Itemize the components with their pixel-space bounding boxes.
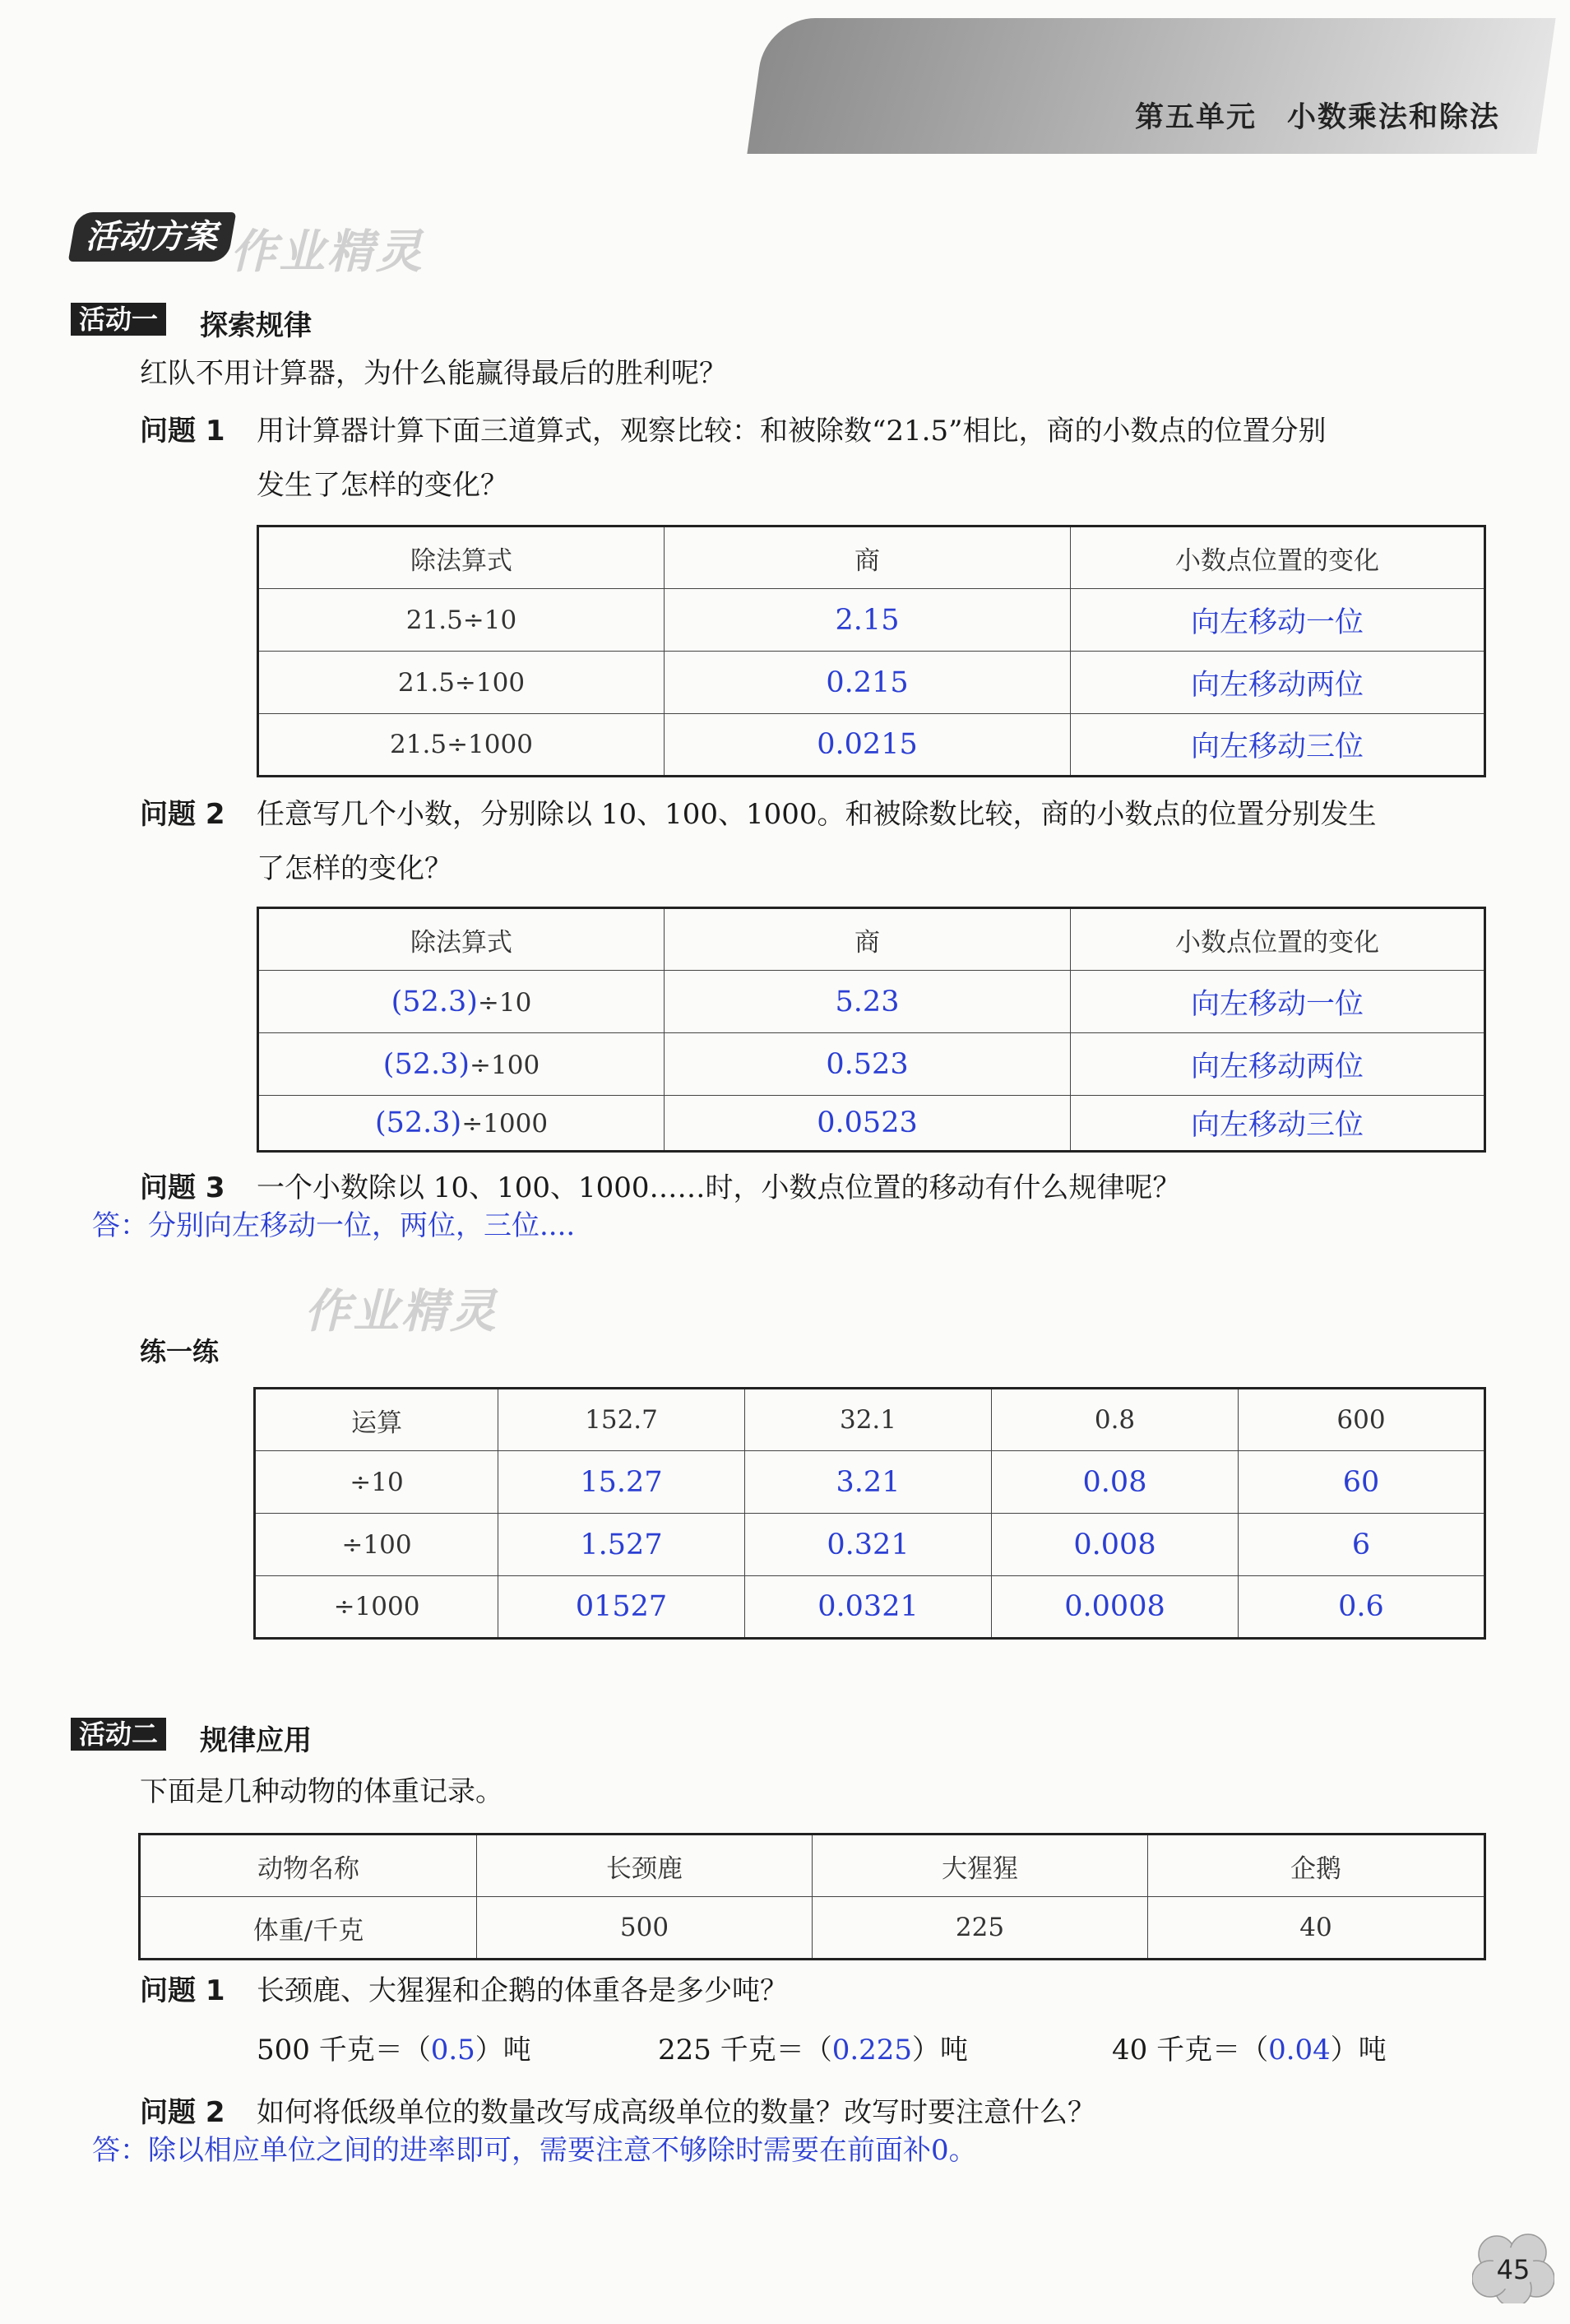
answer-cell: 向左移动三位 <box>1071 714 1485 777</box>
answer-cell: 01527 <box>498 1576 745 1639</box>
operation-cell: ÷10 <box>255 1451 498 1514</box>
expression-cell: 21.5÷10 <box>258 589 665 652</box>
answer-cell: 0.321 <box>745 1514 992 1576</box>
a2-q2-text: 如何将低级单位的数量改写成高级单位的数量？改写时要注意什么？ <box>257 2096 1095 2129</box>
weight-cell: 40 <box>1148 1897 1485 1960</box>
table-q1 <box>257 525 1486 777</box>
conversion-gorilla: 225 千克＝（0.225）吨 <box>658 2034 969 2067</box>
weight-cell: 500 <box>477 1897 813 1960</box>
divisor-text: ÷10 <box>477 987 532 1018</box>
a2-q1-label: 问题 1 <box>140 1974 225 2007</box>
table-header: 运算 <box>255 1389 498 1451</box>
table-header: 除法算式 <box>258 526 665 589</box>
a2-q2-label: 问题 2 <box>140 2096 225 2129</box>
activity2-intro: 下面是几种动物的体重记录。 <box>140 1775 503 1808</box>
page-number-badge <box>1472 2229 1554 2303</box>
page-number: 45 <box>1496 2254 1531 2285</box>
answer-cell: 向左移动两位 <box>1071 652 1485 714</box>
q3-text: 一个小数除以 10、100、1000……时，小数点位置的移动有什么规律呢？ <box>257 1171 1181 1204</box>
expression-cell <box>258 1096 665 1152</box>
table-header: 商 <box>665 908 1071 971</box>
activity1-intro: 红队不用计算器，为什么能赢得最后的胜利呢？ <box>140 357 727 390</box>
answer-cell: 0.6 <box>1239 1576 1485 1639</box>
q1-line2: 发生了怎样的变化？ <box>257 469 508 502</box>
answer-cell: 0.0523 <box>665 1096 1071 1152</box>
weight-cell: 225 <box>813 1897 1148 1960</box>
operation-cell: ÷100 <box>255 1514 498 1576</box>
table-header: 企鹅 <box>1148 1835 1485 1897</box>
written-dividend: (52.3) <box>391 985 478 1018</box>
conversion-penguin: 40 千克＝（0.04）吨 <box>1112 2034 1387 2067</box>
watermark: 作业精灵 <box>304 1285 498 1338</box>
answer-cell: 5.23 <box>665 971 1071 1033</box>
table-header: 小数点位置的变化 <box>1071 526 1485 589</box>
activity2-title: 规律应用 <box>200 1724 312 1757</box>
answer-cell: 0.215 <box>665 652 1071 714</box>
answer-cell: 1.527 <box>498 1514 745 1576</box>
table-header: 大猩猩 <box>813 1835 1148 1897</box>
answer-cell: 6 <box>1239 1514 1485 1576</box>
a2-q1-text: 长颈鹿、大猩猩和企鹅的体重各是多少吨？ <box>257 1974 788 2007</box>
row-label: 体重/千克 <box>140 1897 477 1960</box>
q3-label: 问题 3 <box>140 1171 225 1204</box>
table-header: 商 <box>665 526 1071 589</box>
q2-line1: 任意写几个小数，分别除以 10、100、1000。和被除数比较，商的小数点的位置分别发生 <box>257 798 1377 831</box>
answer-cell: 60 <box>1239 1451 1485 1514</box>
answer-value: 0.5 <box>430 2034 475 2067</box>
table-header: 600 <box>1239 1389 1485 1451</box>
answer-value: 0.04 <box>1268 2034 1331 2067</box>
table-practice <box>253 1387 1486 1640</box>
answer-cell: 0.0215 <box>665 714 1071 777</box>
a2-q2-answer: 答：除以相应单位之间的进率即可，需要注意不够除时需要在前面补0。 <box>92 2134 977 2167</box>
table-header: 动物名称 <box>140 1835 477 1897</box>
written-dividend: (52.3) <box>382 1047 470 1081</box>
q2-line2: 了怎样的变化？ <box>257 852 452 885</box>
activity1-title: 探索规律 <box>200 309 312 342</box>
divisor-text: ÷1000 <box>461 1109 549 1139</box>
activity2-tag: 活动二 <box>71 1718 166 1751</box>
answer-cell: 15.27 <box>498 1451 745 1514</box>
answer-cell: 向左移动一位 <box>1071 589 1485 652</box>
written-dividend: (52.3) <box>374 1106 462 1139</box>
q2-label: 问题 2 <box>140 798 225 831</box>
practice-title: 练一练 <box>140 1336 220 1367</box>
plan-title: 活动方案 <box>68 212 237 262</box>
expression-cell: 21.5÷100 <box>258 652 665 714</box>
table-q2 <box>257 907 1486 1153</box>
chapter-title: 第五单元 小数乘法和除法 <box>1135 101 1501 134</box>
watermark: 作业精灵 <box>230 225 424 279</box>
answer-cell: 向左移动一位 <box>1071 971 1485 1033</box>
expression-cell <box>258 1033 665 1096</box>
table-header: 小数点位置的变化 <box>1071 908 1485 971</box>
answer-value: 0.225 <box>831 2034 913 2067</box>
q3-answer: 答：分别向左移动一位，两位，三位.... <box>92 1209 576 1242</box>
divisor-text: ÷100 <box>470 1050 540 1080</box>
table-header: 32.1 <box>745 1389 992 1451</box>
expression-cell: 21.5÷1000 <box>258 714 665 777</box>
answer-cell: 0.0321 <box>745 1576 992 1639</box>
answer-cell: 3.21 <box>745 1451 992 1514</box>
answer-cell: 0.523 <box>665 1033 1071 1096</box>
answer-cell: 0.008 <box>992 1514 1239 1576</box>
activity1-tag: 活动一 <box>71 303 166 336</box>
table-header: 152.7 <box>498 1389 745 1451</box>
answer-cell: 0.0008 <box>992 1576 1239 1639</box>
table-header: 长颈鹿 <box>477 1835 813 1897</box>
table-animals <box>138 1833 1486 1960</box>
expression-cell <box>258 971 665 1033</box>
answer-cell: 2.15 <box>665 589 1071 652</box>
answer-cell: 向左移动三位 <box>1071 1096 1485 1152</box>
table-header: 0.8 <box>992 1389 1239 1451</box>
operation-cell: ÷1000 <box>255 1576 498 1639</box>
answer-cell: 0.08 <box>992 1451 1239 1514</box>
answer-cell: 向左移动两位 <box>1071 1033 1485 1096</box>
conversion-giraffe: 500 千克＝（0.5）吨 <box>257 2034 531 2067</box>
q1-label: 问题 1 <box>140 415 225 448</box>
table-header: 除法算式 <box>258 908 665 971</box>
q1-line1: 用计算器计算下面三道算式，观察比较：和被除数“21.5”相比，商的小数点的位置分别 <box>257 415 1327 448</box>
